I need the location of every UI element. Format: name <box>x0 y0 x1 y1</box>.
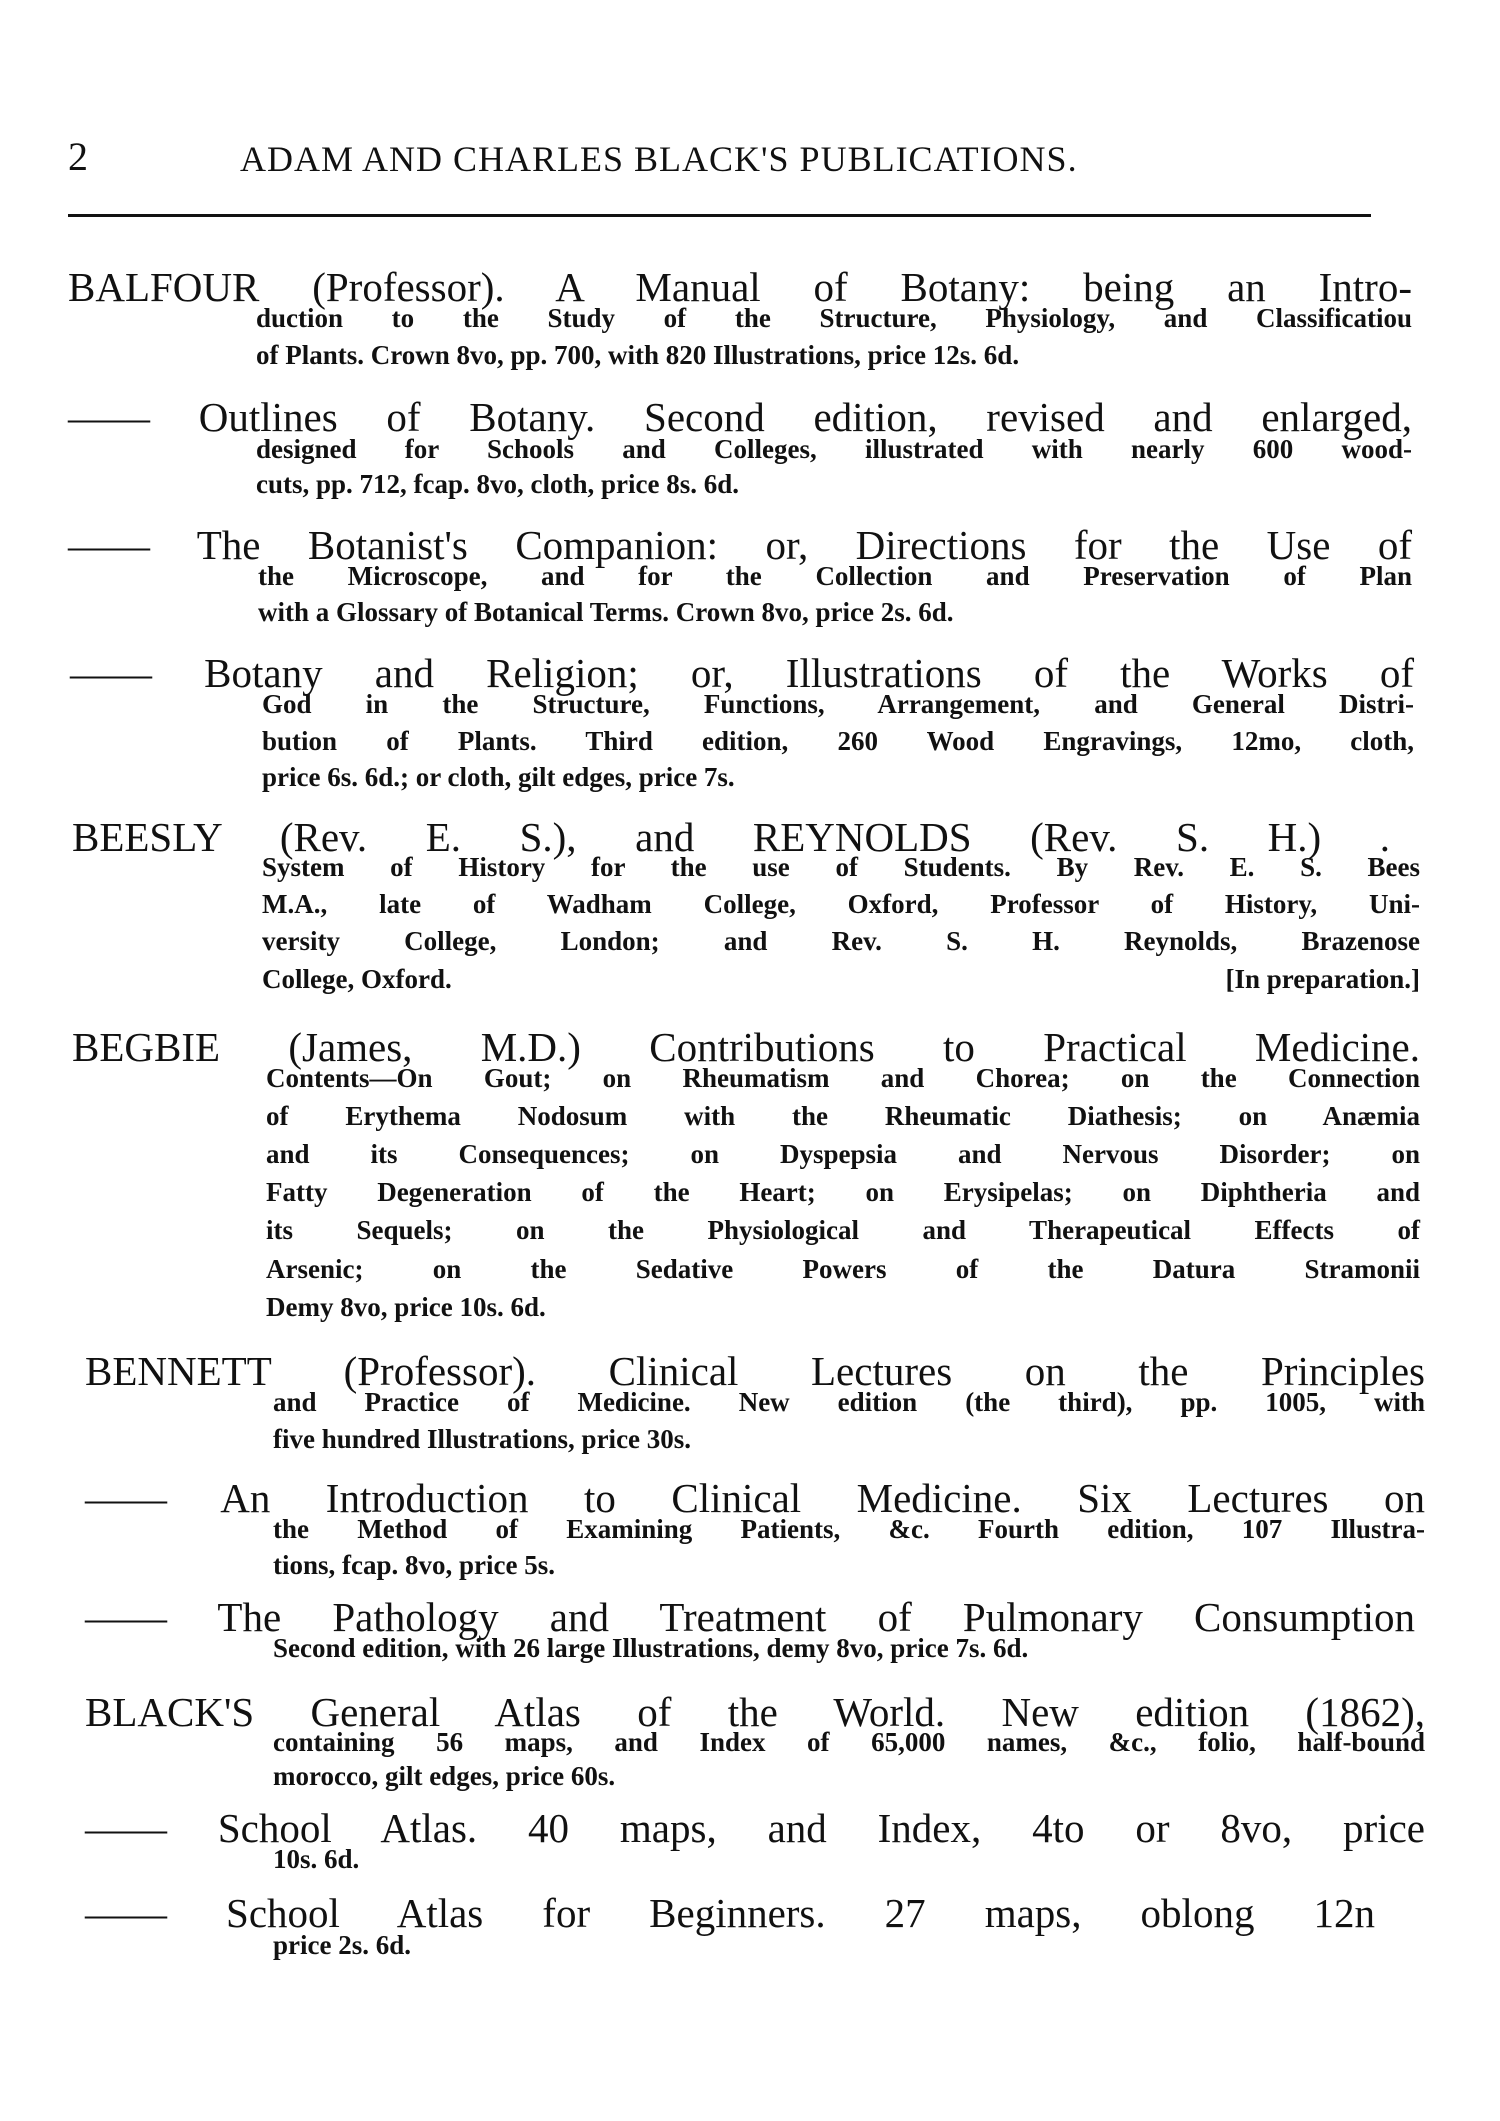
entry-description-line: five hundred Illustrations, price 30s. <box>273 1424 692 1454</box>
entry-description-line: morocco, gilt edges, price 60s. <box>273 1761 616 1791</box>
entry-title: BEESLY (Rev. E. S.), and REYNOLDS (Rev. S. H.) . <box>72 814 1390 860</box>
entry-title: —— Outlines of Botany. Second edition, revised and enlarged, <box>68 394 1412 440</box>
entry-description-line: 10s. 6d. <box>273 1844 360 1874</box>
entry-description-line: Second edition, with 26 large Illustrations, demy 8vo, price 7s. 6d. <box>273 1633 1029 1663</box>
entry-description-line: with a Glossary of Botanical Terms. Crown 8vo, price 2s. 6d. <box>258 597 954 627</box>
entry-title: BENNETT (Professor). Clinical Lectures on the Principles <box>85 1348 1425 1394</box>
entry-description-line: duction to the Study of the Structure, Physiology, and Classificatiou <box>256 303 1412 333</box>
entry-description-line: and Practice of Medicine. New edition (the third), pp. 1005, with <box>273 1387 1425 1417</box>
entry-title: —— School Atlas. 40 maps, and Index, 4to or 8vo, price <box>85 1805 1425 1851</box>
entry-title: —— School Atlas for Beginners. 27 maps, oblong 12n <box>85 1890 1375 1936</box>
entry-title: —— The Botanist's Companion: or, Directions for the Use of <box>68 522 1412 568</box>
entry-description-line: and its Consequences; on Dyspepsia and Nervous Disorder; on <box>266 1139 1420 1169</box>
status-note: [In preparation.] <box>1225 964 1420 994</box>
page-number: 2 <box>68 134 89 179</box>
header-rule <box>68 214 1371 217</box>
entry-description-line: containing 56 maps, and Index of 65,000 names, &c., folio, half-bound <box>273 1727 1425 1757</box>
entry-title: BALFOUR (Professor). A Manual of Botany: being an Intro- <box>68 264 1412 310</box>
entry-description-line: bution of Plants. Third edition, 260 Wood Engravings, 12mo, cloth, <box>262 726 1414 756</box>
entry-description-line: of Plants. Crown 8vo, pp. 700, with 820 Illustrations, price 12s. 6d. <box>256 340 1020 370</box>
entry-description-line: cuts, pp. 712, fcap. 8vo, cloth, price 8s. 6d. <box>256 469 740 499</box>
entry-description-line: the Microscope, and for the Collection and Preservation of Plan <box>258 561 1412 591</box>
entry-description-line: versity College, London; and Rev. S. H. Reynolds, Brazenose <box>262 926 1420 956</box>
entry-description-line: of Erythema Nodosum with the Rheumatic Diathesis; on Anæmia <box>266 1101 1420 1131</box>
entry-description-line: Demy 8vo, price 10s. 6d. <box>266 1292 546 1322</box>
entry-description-line: Arsenic; on the Sedative Powers of the Datura Stramonii <box>266 1254 1420 1284</box>
entry-description-line: Contents—On Gout; on Rheumatism and Chorea; on the Connection <box>266 1063 1420 1093</box>
entry-title: —— The Pathology and Treatment of Pulmonary Consumption <box>85 1594 1415 1640</box>
running-head: ADAM AND CHARLES BLACK'S PUBLICATIONS. <box>240 139 1078 179</box>
entry-title: BLACK'S General Atlas of the World. New edition (1862), <box>85 1689 1425 1735</box>
entry-title: —— Botany and Religion; or, Illustrations of the Works of <box>70 650 1414 696</box>
entry-description-line: its Sequels; on the Physiological and Therapeutical Effects of <box>266 1215 1420 1245</box>
entry-title: —— An Introduction to Clinical Medicine. Six Lectures on <box>85 1475 1425 1521</box>
entry-description-line: M.A., late of Wadham College, Oxford, Professor of History, Uni- <box>262 889 1420 919</box>
entry-description-line: System of History for the use of Students. By Rev. E. S. Bees <box>262 852 1420 882</box>
entry-description-line: price 6s. 6d.; or cloth, gilt edges, price 7s. <box>262 762 735 792</box>
entry-description-line: tions, fcap. 8vo, price 5s. <box>273 1550 555 1580</box>
entry-title: BEGBIE (James, M.D.) Contributions to Practical Medicine. <box>72 1024 1420 1070</box>
entry-description-line: God in the Structure, Functions, Arrangement, and General Distri- <box>262 689 1414 719</box>
entry-description-line: designed for Schools and Colleges, illustrated with nearly 600 wood- <box>256 434 1412 464</box>
entry-description-line: College, Oxford. [In preparation.] <box>262 964 1420 994</box>
entry-description-line: the Method of Examining Patients, &c. Fourth edition, 107 Illustra- <box>273 1514 1425 1544</box>
entry-description-line: Fatty Degeneration of the Heart; on Erysipelas; on Diphtheria and <box>266 1177 1420 1207</box>
entry-description-line: price 2s. 6d. <box>273 1930 411 1960</box>
